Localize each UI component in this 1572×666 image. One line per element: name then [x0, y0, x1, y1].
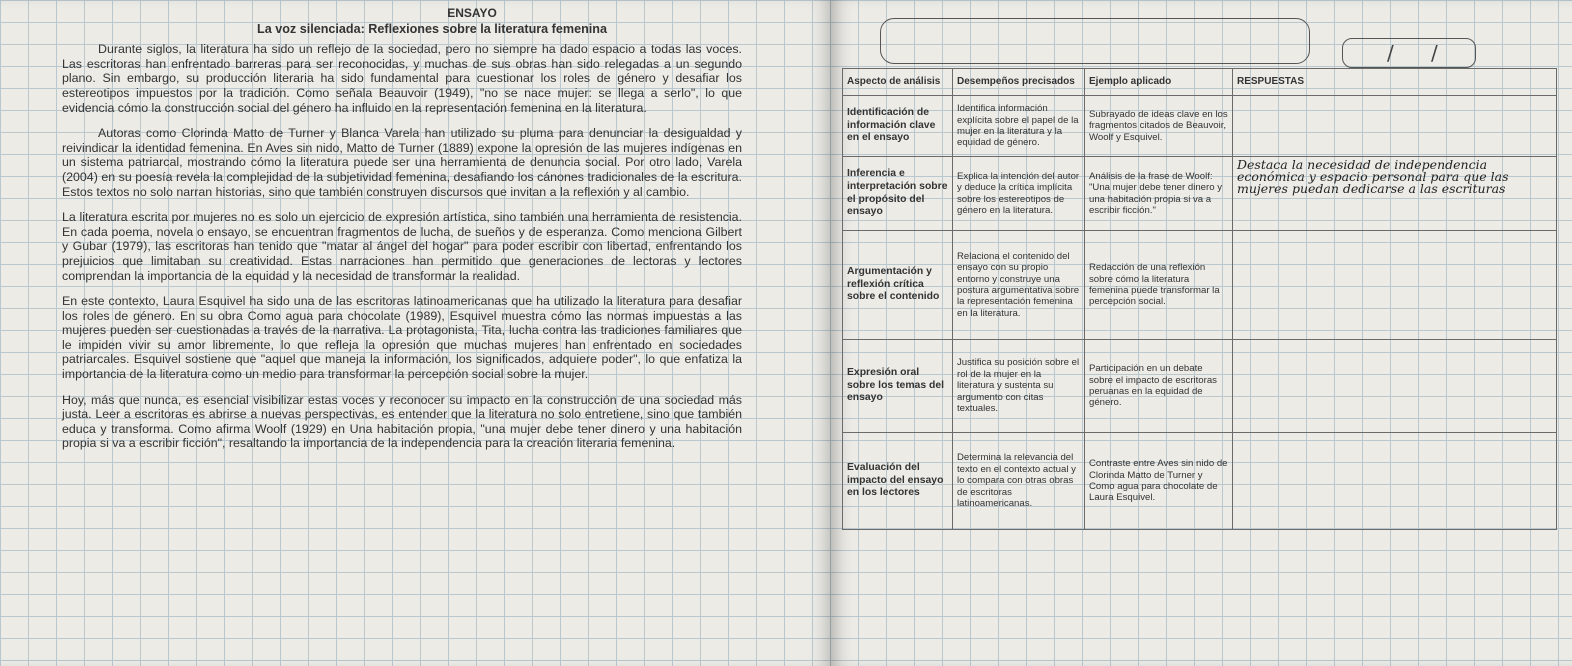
example-cell: Subrayado de ideas clave en los fragmentos citados de Beauvoir, Woolf y Esquivel.	[1085, 96, 1233, 157]
performance-cell: Explica la intención del autor y deduce la crítica implícita sobre los estereotipos de género en la literatura.	[953, 157, 1085, 231]
header-example: Ejemplo aplicado	[1085, 69, 1233, 96]
table-header-row	[843, 69, 1557, 96]
aspect-cell: Inferencia e interpretación sobre el propósito del ensayo	[843, 157, 953, 231]
header-performance: Desempeños precisados	[953, 69, 1085, 96]
example-cell: Contraste entre Aves sin nido de Clorinda Matto de Turner y Como agua para chocolate de Laura Esquivel.	[1085, 433, 1233, 530]
example-cell: Participación en un debate sobre el impacto de escritoras peruanas en la equidad de género.	[1085, 340, 1233, 433]
answer-cell[interactable]	[1233, 433, 1557, 530]
essay-paragraph: Autoras como Clorinda Matto de Turner y Blanca Varela han utilizado su pluma para denunciar la desigualdad y reivindicar la identidad femenina. En Aves sin nido, Matto de Turner (1889) expone la opresión de las mujeres indígenas en un sistema patriarcal, mostrando cómo la literatura puede ser una herramienta de denuncia social. Por otro lado, Varela (2004) en su poesía revela la complejidad de la subjetividad femenina, desafiando los cánones tradicionales de la escritura. Estos textos no solo narran historias, sino que también construyen discursos que invitan a la reflexión y al cambio.	[62, 126, 742, 199]
date-box[interactable]	[1342, 38, 1476, 68]
essay-title: La voz silenciada: Reflexiones sobre la literatura femenina	[257, 21, 607, 36]
date-separator: /	[1387, 41, 1394, 65]
answer-cell[interactable]	[1233, 231, 1557, 340]
performance-cell: Relaciona el contenido del ensayo con su propio entorno y construye una postura argumentativa sobre la representación femenina en la literatura.	[953, 231, 1085, 340]
essay-paragraph: Durante siglos, la literatura ha sido un reflejo de la sociedad, pero no siempre ha dado espacio a todas las voces. Las escritoras han enfrentado barreras para ser reconocidas, y muchas de sus obras han sido relegadas a un segundo plano. Sin embargo, su producción literaria ha sido fundamental para cuestionar los roles de género y desafiar los estereotipos impuestos por la tradición. Como señala Beauvoir (1949), "no se nace mujer: se llega a serlo", lo que evidencia cómo la construcción social del género ha influido en la representación femenina en la literatura.	[62, 42, 742, 115]
essay-tag: ENSAYO	[447, 6, 497, 20]
essay	[62, 6, 742, 462]
aspect-cell: Argumentación y reflexión crítica sobre el contenido	[843, 231, 953, 340]
answer-cell[interactable]	[1233, 96, 1557, 157]
header-answers: RESPUESTAS	[1233, 69, 1557, 96]
table-row	[843, 96, 1557, 157]
example-cell: Redacción de una reflexión sobre cómo la literatura femenina puede transformar la percepción social.	[1085, 231, 1233, 340]
header-aspect: Aspecto de análisis	[843, 69, 953, 96]
performance-cell: Justifica su posición sobre el rol de la mujer en la literatura y sustenta su argumento con citas textuales.	[953, 340, 1085, 433]
analysis-table	[842, 68, 1557, 530]
aspect-cell: Expresión oral sobre los temas del ensayo	[843, 340, 953, 433]
essay-paragraph: La literatura escrita por mujeres no es solo un ejercicio de expresión artística, sino también una herramienta de resistencia. En cada poema, novela o ensayo, se encuentran fragmentos de lucha, de sueños y de esperanza. Como menciona Gilbert y Gubar (1979), las escritoras han tenido que "matar al ángel del hogar" para poder escribir con libertad, enfrentando los prejuicios que limitaban su creatividad. Estas narraciones han permitido que generaciones de lectoras y lectores comprendan la importancia de la equidad y la necesidad de transformar la realidad.	[62, 210, 742, 283]
table-row	[843, 157, 1557, 231]
performance-cell: Determina la relevancia del texto en el contexto actual y lo compara con otras obras de escritoras latinoamericanas.	[953, 433, 1085, 530]
name-box[interactable]	[880, 18, 1310, 64]
performance-cell: Identifica información explícita sobre el papel de la mujer en la literatura y la equidad de género.	[953, 96, 1085, 157]
aspect-cell: Identificación de información clave en el ensayo	[843, 96, 953, 157]
essay-paragraph: Hoy, más que nunca, es esencial visibilizar estas voces y reconocer su impacto en la construcción de una sociedad más justa. Leer a escritoras es abrirse a nuevas perspectivas, es entender que la literatura no solo entretiene, sino que también educa y transforma. Como afirma Woolf (1929) en Una habitación propia, "una mujer debe tener dinero y una habitación propia si va a escribir ficción", resaltando la importancia de la independencia para la creación literaria femenina.	[62, 392, 742, 451]
table-row	[843, 433, 1557, 530]
date-separator: /	[1431, 41, 1438, 65]
example-cell: Análisis de la frase de Woolf: "Una mujer debe tener dinero y una habitación propia si va a escribir ficción."	[1085, 157, 1233, 231]
aspect-cell: Evaluación del impacto del ensayo en los lectores	[843, 433, 953, 530]
answer-cell[interactable]: Destaca la necesidad de independencia económica y espacio personal para que las mujeres puedan dedicarse a las escrituras	[1233, 157, 1557, 231]
table-row	[843, 340, 1557, 433]
essay-paragraph: En este contexto, Laura Esquivel ha sido una de las escritoras latinoamericanas que ha utilizado la literatura para desafiar los roles de género. En su obra Como agua para chocolate (1989), Esquivel muestra cómo las normas impuestas a las mujeres pueden ser cuestionadas a través de la narrativa. La protagonista, Tita, lucha contra las tradiciones familiares que le impiden vivir su amor libremente, lo que refleja la opresión que muchas mujeres han enfrentado en sociedades patriarcales. Esquivel sostiene que "aquel que maneja la información, los significados, adquiere poder", lo que enfatiza la importancia de la literatura como un medio para transformar la percepción social sobre la mujer.	[62, 294, 742, 382]
table-row	[843, 231, 1557, 340]
answer-cell[interactable]	[1233, 340, 1557, 433]
